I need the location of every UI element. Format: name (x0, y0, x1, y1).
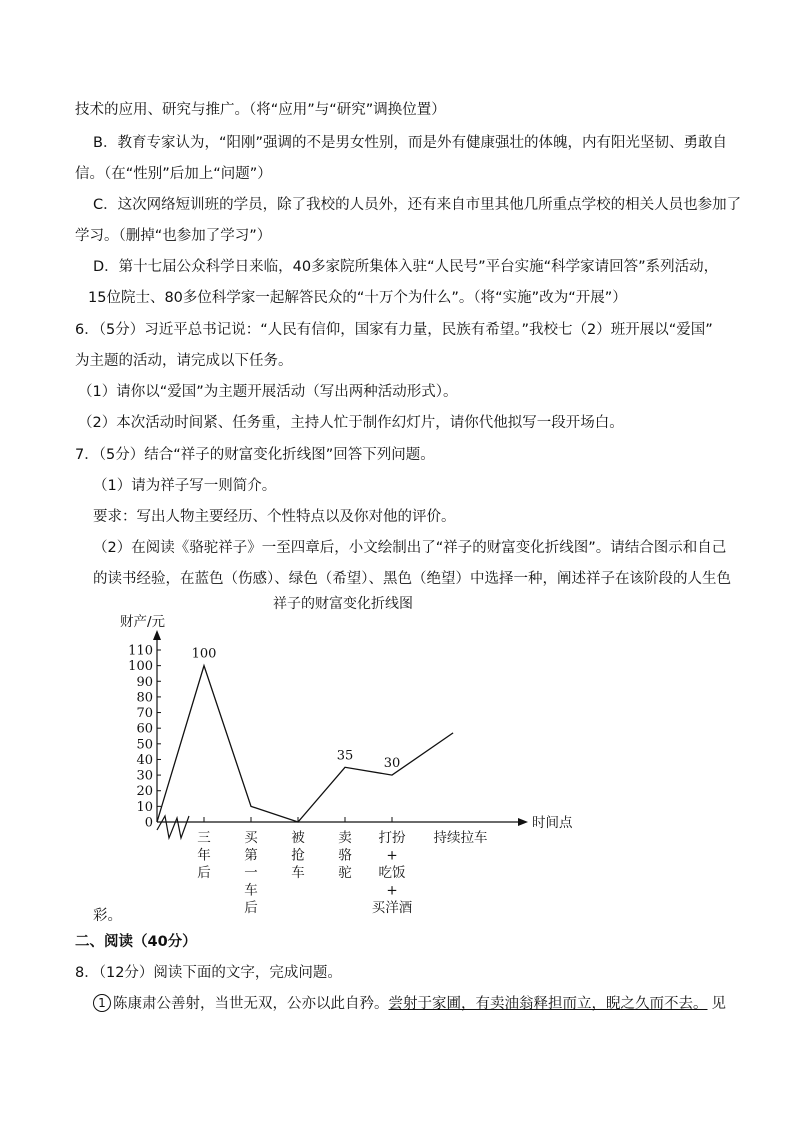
x-axis-arrow (518, 818, 528, 826)
x-category-label: 被 (291, 830, 305, 846)
x-category-label: 吃饭 (378, 865, 406, 881)
question-7-line: 的读书经验，在蓝色（伤感）、绿色（希望）、黑色（绝望）中选择一种，阐述祥子在该阶段的人生色 (93, 571, 731, 587)
y-tick-label: 0 (144, 815, 153, 831)
question-7-line: 彩。 (93, 908, 122, 924)
x-category-label: 买 (244, 830, 258, 846)
question-6-task: （2）本次活动时间紧、任务重，主持人忙于制作幻灯片，请你代他拟写一段开场白。 (78, 415, 624, 431)
option-d-line: D．第十七届公众科学日来临，40多家院所集体入驻“人民号”平台实施“科学家请回答”系列活动， (93, 259, 719, 275)
x-category-label: 打扮 (378, 830, 406, 846)
question-7-task: （1）请为祥子写一则简介。 (93, 478, 277, 494)
x-category-label: 车 (291, 865, 305, 881)
passage-text: 陈康肃公善射，当世无双，公亦以此自矜。 (113, 996, 389, 1012)
x-category-label: 车 (244, 882, 258, 899)
y-tick-label: 20 (136, 784, 153, 800)
data-label: 30 (383, 756, 401, 772)
x-category-label: 后 (197, 865, 211, 881)
y-tick-label: 100 (128, 659, 153, 675)
passage-text: 见 (711, 996, 726, 1012)
x-category-label: 抢 (291, 847, 305, 864)
y-tick-label: 70 (136, 706, 153, 722)
y-tick-label: 60 (136, 721, 153, 737)
x-category-label: + (386, 882, 398, 899)
chart-title: 祥子的财富变化折线图 (273, 596, 413, 612)
underlined-sentence: 尝射于家圃，有卖油翁释担而立，睨之久而不去。 (388, 996, 708, 1012)
y-tick-label: 90 (136, 674, 153, 690)
paragraph-number: 1 (93, 994, 111, 1012)
question-8-line: 8．（12分）阅读下面的文字，完成问题。 (75, 965, 342, 981)
question-6-line: 为主题的活动，请完成以下任务。 (75, 353, 293, 369)
x-category-label: 三 (197, 830, 211, 846)
x-axis-label: 时间点 (532, 815, 573, 831)
data-label: 35 (336, 748, 354, 764)
question-7-requirement: 要求：写出人物主要经历、个性特点以及你对他的评价。 (93, 509, 456, 525)
question-7-line: 7．（5分）结合“祥子的财富变化折线图”回答下列问题。 (75, 447, 435, 463)
y-tick-label: 40 (136, 752, 153, 768)
wealth-series-line (157, 666, 453, 822)
question-6-task: （1）请你以“爱国”为主题开展活动（写出两种活动形式）。 (78, 384, 458, 400)
text-line: 技术的应用、研究与推广。（将“应用”与“研究”调换位置） (75, 102, 446, 118)
y-tick-label: 50 (136, 737, 153, 753)
x-category-label: + (386, 847, 398, 864)
option-d-line: 15位院士、80多位科学家一起解答民众的“十万个为什么”。（将“实施”改为“开展”） (88, 290, 627, 306)
x-category-label: 后 (244, 900, 258, 916)
y-tick-label: 10 (136, 799, 153, 815)
y-axis-arrow (153, 630, 161, 640)
section-heading: 二、阅读（40分） (75, 934, 197, 950)
option-c-line: C．这次网络短训班的学员，除了我校的人员外，还有来自市里其他几所重点学校的相关人员也参加了 (93, 197, 742, 213)
axis-break-zigzag (157, 816, 189, 838)
y-tick-label: 110 (128, 643, 153, 659)
option-b-line: B．教育专家认为，“阳刚”强调的不是男女性别，而是外有健康强壮的体魄，内有阳光坚韧、勇敢自 (93, 135, 727, 151)
x-category-label: 年 (197, 847, 211, 864)
wealth-line-chart (0, 590, 794, 920)
option-b-line: 信。（在“性别”后加上“问题”） (75, 166, 272, 182)
y-axis-label: 财产/元 (120, 614, 166, 630)
data-label: 100 (191, 646, 217, 662)
x-category-label: 持续拉车 (433, 830, 488, 846)
option-c-line: 学习。（删掉“也参加了学习”） (75, 228, 272, 244)
x-category-label: 第 (244, 847, 258, 864)
y-tick-label: 80 (136, 690, 153, 706)
x-category-label: 买洋酒 (371, 900, 413, 916)
question-6-line: 6．（5分）习近平总书记说：“人民有信仰，国家有力量，民族有希望。”我校七（2）班开展以“爱国” (75, 322, 713, 338)
x-category-label: 骆 (338, 847, 352, 864)
x-category-label: 一 (244, 865, 258, 881)
y-tick-label: 30 (136, 768, 153, 784)
question-7-task: （2）在阅读《骆驼祥子》一至四章后，小文绘制出了“祥子的财富变化折线图”。请结合图示和自己 (93, 540, 727, 556)
x-category-label: 驼 (338, 865, 352, 881)
x-category-label: 卖 (338, 830, 352, 846)
passage-paragraph (93, 994, 726, 1014)
